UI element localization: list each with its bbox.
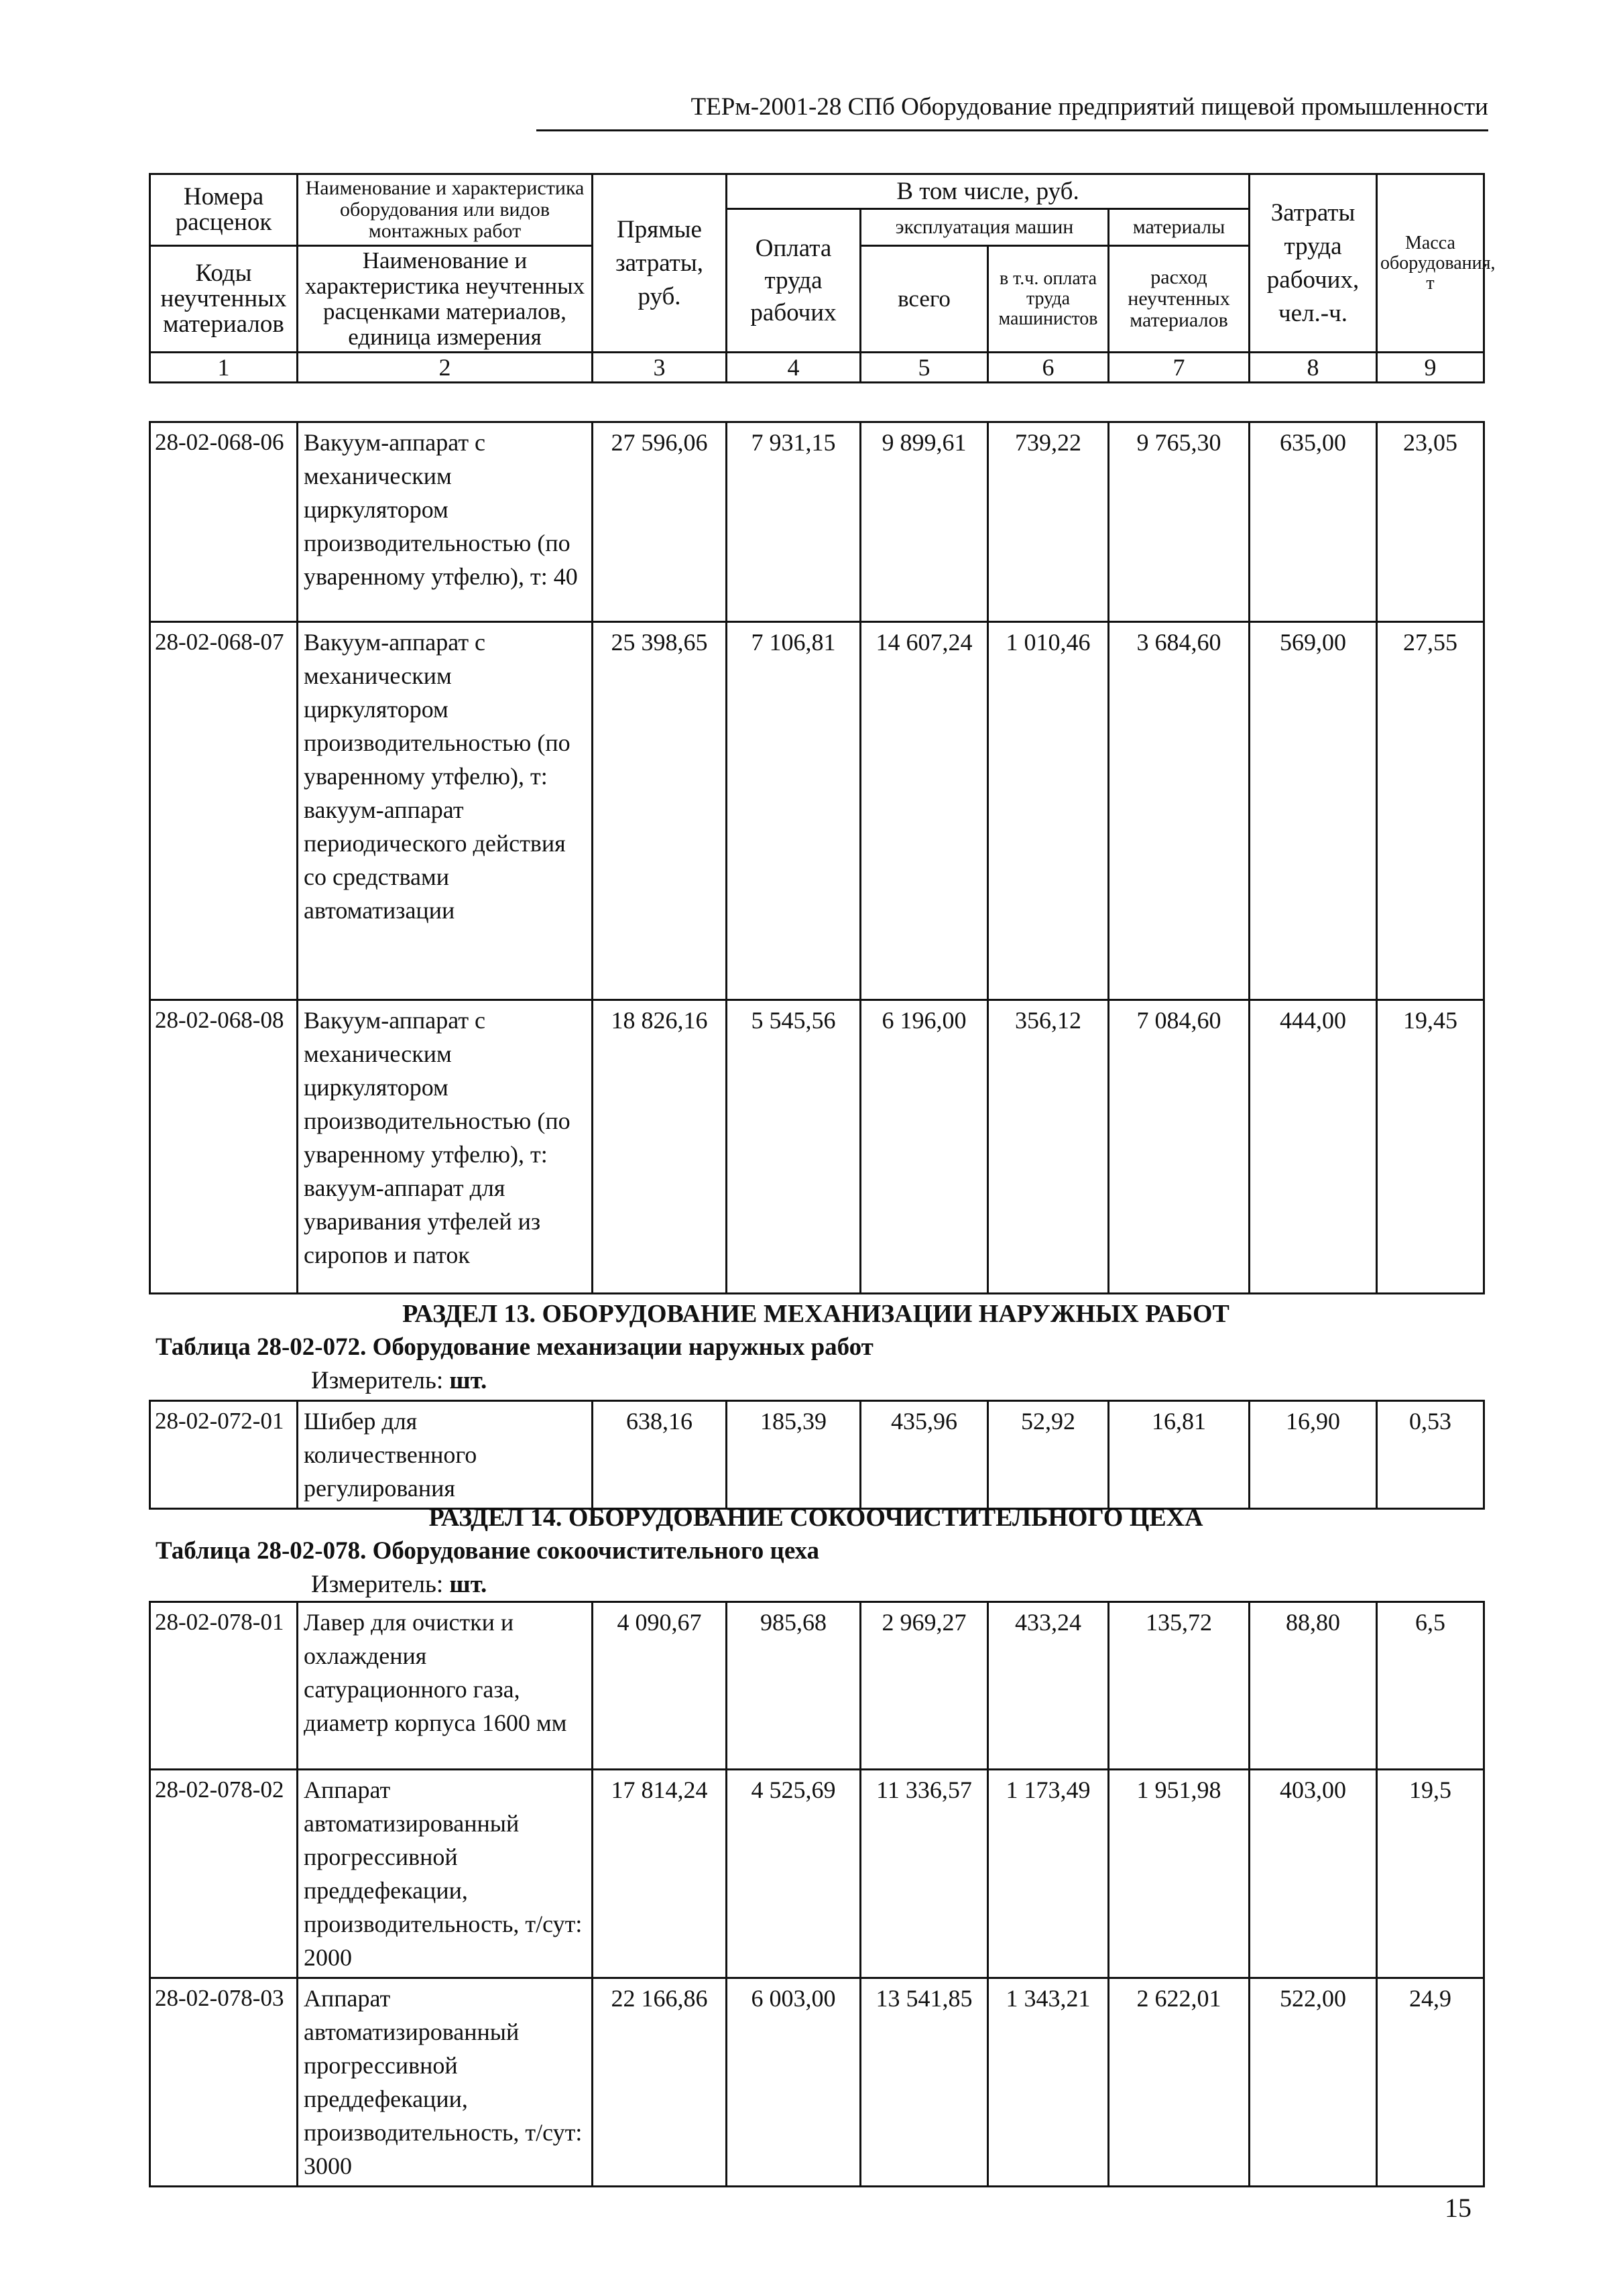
equipment-mass: 19,5 (1377, 1770, 1484, 1978)
section-14-title: РАЗДЕЛ 14. ОБОРУДОВАНИЕ СОКООЧИСТИТЕЛЬНОГО ЦЕХА (428, 1504, 1203, 1532)
equipment-mass: 23,05 (1377, 422, 1484, 622)
materials: 3 684,60 (1109, 622, 1250, 1000)
machine-total: 435,96 (861, 1401, 988, 1509)
header-rate-numbers: Номера расценок (150, 174, 298, 246)
rates-table-078 (149, 1601, 1485, 2187)
labor-hours: 635,00 (1250, 422, 1377, 622)
table-072-title: Таблица 28-02-072. Оборудование механизации наружных работ (156, 1333, 874, 1361)
machinist-pay: 52,92 (988, 1401, 1109, 1509)
machine-total: 2 969,27 (861, 1602, 988, 1770)
page-header: ТЕРм-2001-28 СПб Оборудование предприятий пищевой промышленности (536, 93, 1488, 131)
col-number: 9 (1377, 353, 1484, 383)
machinist-pay: 356,12 (988, 1000, 1109, 1294)
header-unaccounted-materials: Наименование и характеристика неучтенных расценками материалов, единица измерения (298, 246, 593, 353)
rate-code: 28-02-078-02 (150, 1770, 298, 1978)
rate-code: 28-02-068-08 (150, 1000, 298, 1294)
materials: 9 765,30 (1109, 422, 1250, 622)
col-number: 4 (727, 353, 861, 383)
col-number: 6 (988, 353, 1109, 383)
header-direct-costs: Прямые затраты, руб. (593, 174, 727, 353)
materials: 2 622,01 (1109, 1978, 1250, 2187)
header-materials: материалы (1109, 209, 1250, 246)
equipment-mass: 19,45 (1377, 1000, 1484, 1294)
machine-total: 11 336,57 (861, 1770, 988, 1978)
direct-costs: 4 090,67 (593, 1602, 727, 1770)
rates-table-072 (149, 1400, 1485, 1510)
column-header-table (149, 173, 1496, 383)
header-labor-pay: Оплата труда рабочих (727, 209, 861, 353)
rate-name: Лавер для очистки и охлаждения сатурационного газа, диаметр корпуса 1600 мм (298, 1602, 593, 1770)
equipment-mass: 0,53 (1377, 1401, 1484, 1509)
labor-pay: 185,39 (727, 1401, 861, 1509)
labor-hours: 403,00 (1250, 1770, 1377, 1978)
direct-costs: 25 398,65 (593, 622, 727, 1000)
measure-label: Измеритель: (311, 1367, 444, 1394)
table-row (150, 1770, 1484, 1978)
labor-hours: 522,00 (1250, 1978, 1377, 2187)
labor-pay: 6 003,00 (727, 1978, 861, 2187)
labor-pay: 7 931,15 (727, 422, 861, 622)
page-number: 15 (1445, 2193, 1471, 2223)
direct-costs: 638,16 (593, 1401, 727, 1509)
rate-code: 28-02-068-06 (150, 422, 298, 622)
header-including: В том числе, руб. (727, 174, 1250, 209)
labor-hours: 88,80 (1250, 1602, 1377, 1770)
rate-code: 28-02-068-07 (150, 622, 298, 1000)
materials: 135,72 (1109, 1602, 1250, 1770)
labor-pay: 5 545,56 (727, 1000, 861, 1294)
col-number: 2 (298, 353, 593, 383)
machinist-pay: 1 173,49 (988, 1770, 1109, 1978)
header-labor-costs: Затраты труда рабочих, чел.-ч. (1250, 174, 1377, 353)
labor-pay: 7 106,81 (727, 622, 861, 1000)
labor-pay: 4 525,69 (727, 1770, 861, 1978)
col-number: 7 (1109, 353, 1250, 383)
rate-code: 28-02-078-03 (150, 1978, 298, 2187)
header-equipment-mass: Масса оборудования, т (1377, 174, 1484, 353)
measure-value: шт. (449, 1571, 487, 1598)
machine-total: 13 541,85 (861, 1978, 988, 2187)
machinist-pay: 433,24 (988, 1602, 1109, 1770)
rate-name: Вакуум-аппарат с механическим циркулятором производительностью (по уваренному утфелю), т: вакуум-аппарат для уваривания утфелей из сиропов и паток (298, 1000, 593, 1294)
direct-costs: 27 596,06 (593, 422, 727, 622)
table-row (150, 622, 1484, 1000)
header-work-name: Наименование и характеристика оборудования или видов монтажных работ (298, 174, 593, 246)
table-row (150, 1401, 1484, 1509)
rates-table-068 (149, 421, 1485, 1294)
measure-unit-078 (311, 1570, 487, 1599)
header-machine-total: всего (861, 246, 988, 353)
machinist-pay: 739,22 (988, 422, 1109, 622)
materials: 7 084,60 (1109, 1000, 1250, 1294)
header-machine-operation: эксплуатация машин (861, 209, 1109, 246)
direct-costs: 17 814,24 (593, 1770, 727, 1978)
measure-unit-072 (311, 1366, 487, 1395)
section-13-title: РАЗДЕЛ 13. ОБОРУДОВАНИЕ МЕХАНИЗАЦИИ НАРУЖНЫХ РАБОТ (402, 1300, 1229, 1328)
equipment-mass: 27,55 (1377, 622, 1484, 1000)
machine-total: 9 899,61 (861, 422, 988, 622)
rate-name: Вакуум-аппарат с механическим циркулятором производительностью (по уваренному утфелю), т: 40 (298, 422, 593, 622)
rate-name: Аппарат автоматизированный прогрессивной преддефекации, производительность, т/сут: 3000 (298, 1978, 593, 2187)
machinist-pay: 1 010,46 (988, 622, 1109, 1000)
direct-costs: 18 826,16 (593, 1000, 727, 1294)
table-row (150, 1000, 1484, 1294)
col-number: 3 (593, 353, 727, 383)
machinist-pay: 1 343,21 (988, 1978, 1109, 2187)
materials: 16,81 (1109, 1401, 1250, 1509)
labor-hours: 444,00 (1250, 1000, 1377, 1294)
table-row (150, 422, 1484, 622)
rate-name: Аппарат автоматизированный прогрессивной преддефекации, производительность, т/сут: 2000 (298, 1770, 593, 1978)
table-078-title: Таблица 28-02-078. Оборудование сокоочистительного цеха (156, 1537, 820, 1565)
materials: 1 951,98 (1109, 1770, 1250, 1978)
header-machinist-pay: в т.ч. оплата труда машинистов (988, 246, 1109, 353)
equipment-mass: 6,5 (1377, 1602, 1484, 1770)
labor-hours: 569,00 (1250, 622, 1377, 1000)
rate-name: Вакуум-аппарат с механическим циркулятором производительностью (по уваренному утфелю), т: вакуум-аппарат периодического действия со средствами автоматизации (298, 622, 593, 1000)
equipment-mass: 24,9 (1377, 1978, 1484, 2187)
machine-total: 14 607,24 (861, 622, 988, 1000)
measure-value: шт. (449, 1367, 487, 1394)
rate-code: 28-02-078-01 (150, 1602, 298, 1770)
rate-code: 28-02-072-01 (150, 1401, 298, 1509)
labor-pay: 985,68 (727, 1602, 861, 1770)
col-number: 1 (150, 353, 298, 383)
header-material-consumption: расход неучтенных материалов (1109, 246, 1250, 353)
measure-label: Измеритель: (311, 1571, 444, 1598)
rate-name: Шибер для количественного регулирования (298, 1401, 593, 1509)
col-number: 8 (1250, 353, 1377, 383)
machine-total: 6 196,00 (861, 1000, 988, 1294)
header-unaccounted-codes: Коды неучтенных материалов (150, 246, 298, 353)
direct-costs: 22 166,86 (593, 1978, 727, 2187)
table-row (150, 1602, 1484, 1770)
table-row (150, 1978, 1484, 2187)
col-number: 5 (861, 353, 988, 383)
labor-hours: 16,90 (1250, 1401, 1377, 1509)
